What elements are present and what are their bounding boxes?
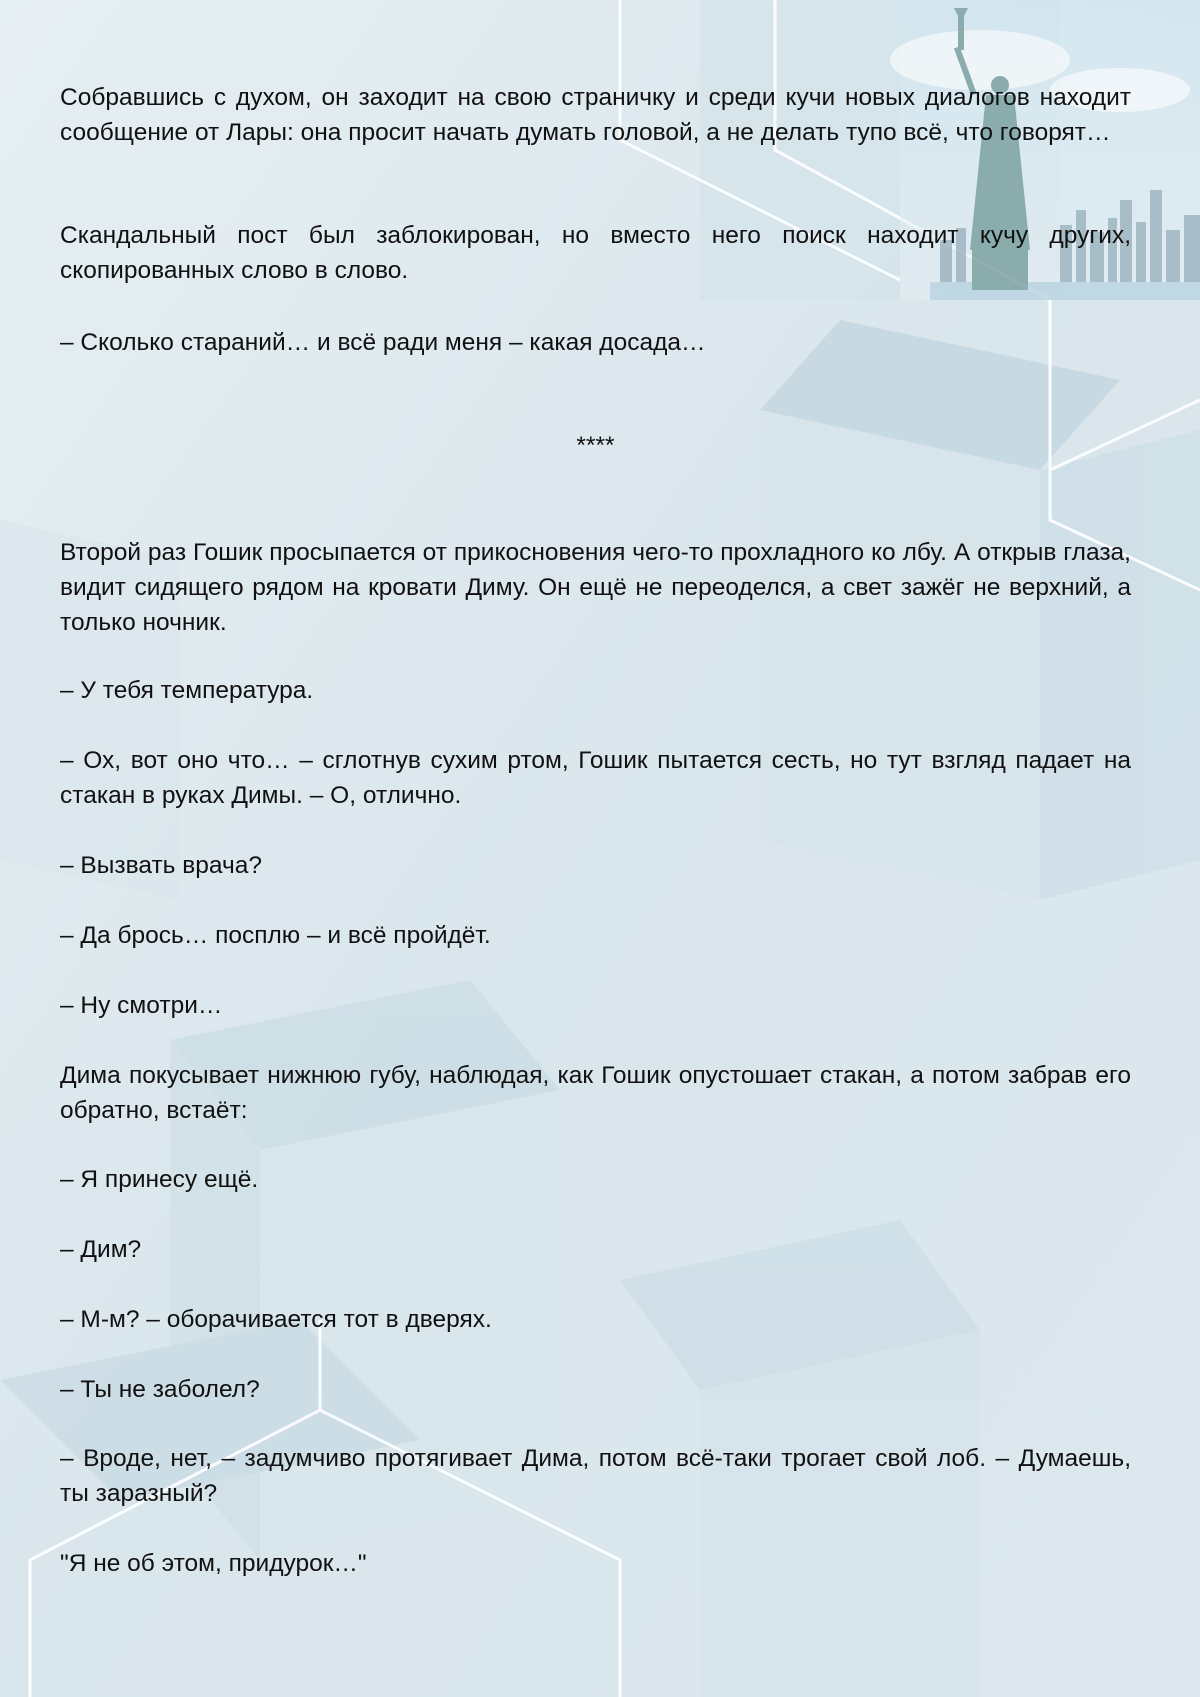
paragraph: – Сколько стараний… и всё ради меня – какая досада… xyxy=(60,329,706,356)
paragraph: – Дим? xyxy=(60,1236,142,1263)
paragraph: – Вызвать врача? xyxy=(60,852,262,879)
paragraph: Скандальный пост был заблокирован, но вместо него поиск находит кучу других, скопированных слово в слово. xyxy=(60,222,1131,284)
paragraph: – У тебя температура. xyxy=(60,677,314,704)
paragraph: – Ты не заболел? xyxy=(60,1376,260,1403)
paragraph: Дима покусывает нижнюю губу, наблюдая, как Гошик опустошает стакан, а потом забрав его обратно, встаёт: xyxy=(60,1062,1131,1124)
paragraph: – Да брось… посплю – и всё пройдёт. xyxy=(60,922,491,949)
paragraph: "Я не об этом, придурок…" xyxy=(60,1550,367,1577)
section-separator: **** xyxy=(576,432,615,459)
paragraph: Собравшись с духом, он заходит на свою страничку и среди кучи новых диалогов находит сообщение от Лары: она просит начать думать головой, а не делать тупо всё, что говорят… xyxy=(60,84,1131,146)
paragraph: – Вроде, нет, – задумчиво протягивает Дима, потом всё-таки трогает свой лоб. – Думаешь, ты заразный? xyxy=(60,1445,1131,1507)
paragraph: – Ох, вот оно что… – сглотнув сухим ртом, Гошик пытается сесть, но тут взгляд падает на стакан в руках Димы. – О, отлично. xyxy=(60,747,1131,809)
paragraph: – Ну смотри… xyxy=(60,992,223,1019)
paragraph: – М-м? – оборачивается тот в дверях. xyxy=(60,1306,492,1333)
paragraph: Второй раз Гошик просыпается от прикосновения чего-то прохладного ко лбу. А открыв глаза, видит сидящего рядом на кровати Диму. Он ещё не переоделся, а свет зажёг не верхний, а только ночник. xyxy=(60,539,1131,636)
paragraph: – Я принесу ещё. xyxy=(60,1166,259,1193)
